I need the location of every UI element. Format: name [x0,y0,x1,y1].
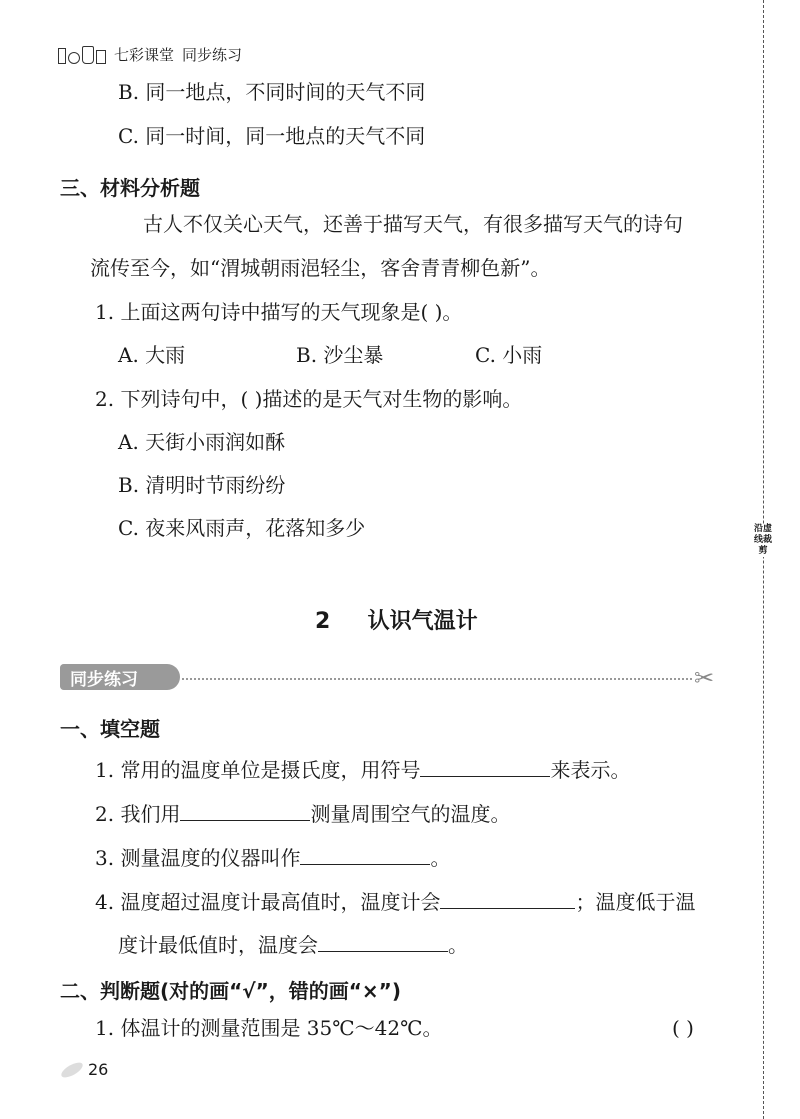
prev-option-b: B. 同一地点，不同时间的天气不同 [118,80,426,104]
fill-question3: 3. 测量温度的仪器叫作 。 [95,846,451,870]
section3-paragraph-line1: 古人不仅关心天气，还善于描写天气，有很多描写天气的诗句 [143,212,683,236]
prev-option-c: C. 同一时间，同一地点的天气不同 [118,124,426,148]
judge-question1: 1. 体温计的测量范围是 35℃～42℃。 [95,1016,443,1040]
answer-blank[interactable] [420,758,550,777]
cut-line [763,0,765,1119]
scissors-icon: ✂ [694,664,715,692]
logo-icon [58,46,106,64]
q1-option-c: C. 小雨 [475,343,543,367]
section2-title: 二、判断题(对的画“√”，错的画“×”) [60,979,401,1003]
sync-practice-tab: 同步练习 [60,664,180,690]
answer-blank[interactable] [440,890,575,909]
fill-question1: 1. 常用的温度单位是摄氏度，用符号 来表示。 [95,758,631,782]
page-number: 26 [60,1060,108,1079]
leaf-icon [59,1059,85,1080]
series-name: 七彩课堂 [114,46,175,64]
q1-option-b: B. 沙尘暴 [296,343,384,367]
cut-line-label: 沿虚线裁剪 [754,524,773,556]
fill-question2: 2. 我们用 测量周围空气的温度。 [95,802,511,826]
q2-option-a: A. 天街小雨润如酥 [118,430,286,454]
q2-option-c: C. 夜来风雨声，花落知多少 [118,516,366,540]
section1-title: 一、填空题 [60,717,160,741]
answer-parentheses[interactable]: ( ) [672,1016,694,1040]
answer-blank[interactable] [180,802,310,821]
section3-paragraph-line2: 流传至今，如“渭城朝雨浥轻尘，客舍青青柳色新”。 [90,256,551,280]
answer-blank[interactable] [318,933,448,952]
lesson-title [315,604,478,635]
q2-option-b: B. 清明时节雨纷纷 [118,473,286,497]
series-subtitle: 同步练习 [182,46,243,64]
section3-title: 三、材料分析题 [60,176,200,200]
tab-dotted-line [182,678,692,680]
answer-blank[interactable] [300,846,430,865]
lesson-name: 认识气温计 [367,609,478,634]
section3-question2: 2. 下列诗句中，( )描述的是天气对生物的影响。 [95,387,523,411]
q1-option-a: A. 大雨 [118,343,186,367]
fill-question4-line2: 度计最低值时，温度会 。 [118,933,468,957]
fill-question4: 4. 温度超过温度计最高值时，温度计会 ；温度低于温 [95,890,696,914]
page-header [58,44,242,65]
section3-question1: 1. 上面这两句诗中描写的天气现象是( )。 [95,300,463,324]
lesson-number: 2 [315,609,331,634]
